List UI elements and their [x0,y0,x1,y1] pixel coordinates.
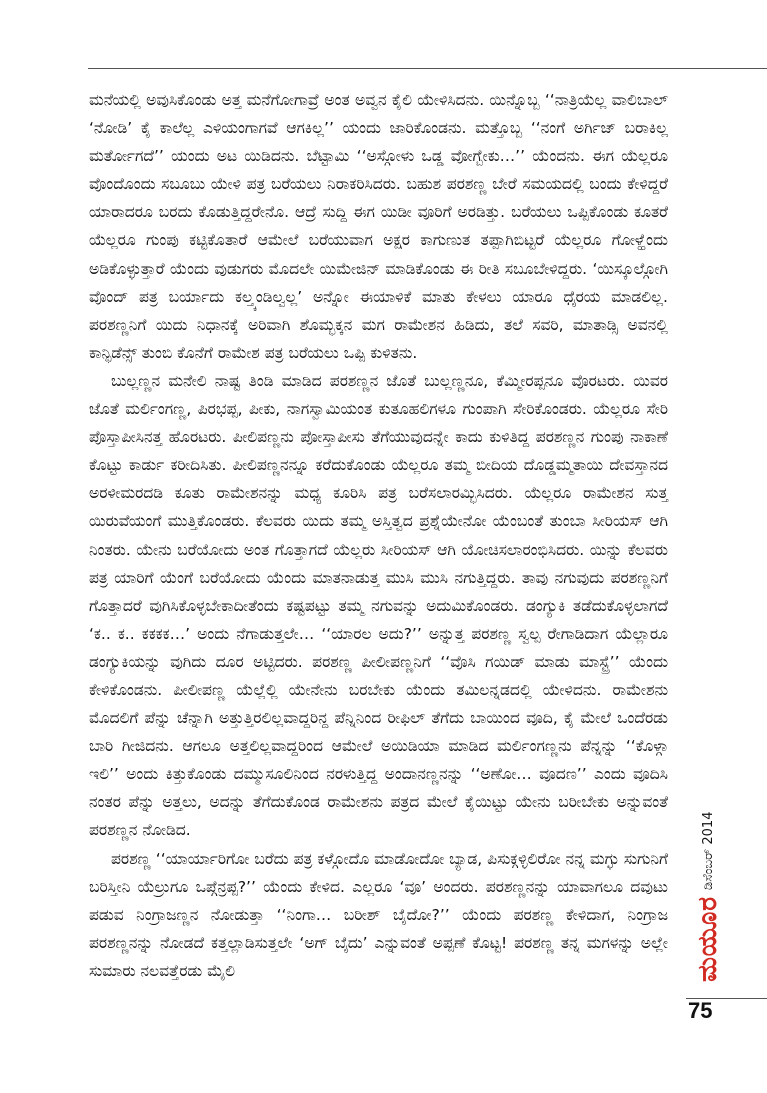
paragraph: ಮನೆಯಲ್ಲಿ ಅವುಸಿಕೊಂಡು ಅತ್ತ ಮನೆಗೋಗಾವ್ರೆ ಅಂತ ಅವ್ವನ ಕೈಲಿ ಯೇಳಿಸಿದನು. ಯಿನ್ನೊಬ್ಬ ‘‘ನಾತ್ರಿಯೆಲ್ಲ ವಾಲಿಬಾಲ್ ‘ನೋಡಿ’ ಕೈ ಕಾಲೆಲ್ಲ ಎಳಿಯಂಗಾಗವೆ ಆಗಕಿಲ್ಲ’’ ಯಂದು ಜಾರಿಕೊಂಡನು. ಮತ್ತೊಬ್ಬ ‘‘ನಂಗೆ ಅರ್ಗಿಜ್ ಬರಾಕಿಲ್ಲ ಮರ್ತೋಗದೆ’’ ಯಂದು ಅಟ ಯಿಡಿದನು. ಬೆಟ್ಟಾಮಿ ‘‘ಅಸ್ಗೋಳು ಒಡ್ಡ ವೋಗ್ಬೇಕು…’’ ಯೆಂದನು. ಈಗ ಯೆಲ್ಲರೂ ವೊಂದೊಂದು ಸಬೂಬು ಯೇಳಿ ಪತ್ರ ಬರೆಯಲು ನಿರಾಕರಿಸಿದರು. ಬಹುಶ ಪರಶಣ್ಣ ಬೇರೆ ಸಮಯದಲ್ಲಿ ಬಂದು ಕೇಳಿದ್ದರೆ ಯಾರಾದರೂ ಬರದು ಕೊಡುತ್ತಿದ್ದರೇನೊ. ಆದ್ರೆ ಸುದ್ದಿ ಈಗ ಯಿಡೀ ವೂರಿಗೆ ಅರಡಿತ್ತು. ಬರೆಯಲು ಒಪ್ಪಿಕೊಂಡು ಕೂತರೆ ಯೆಲ್ಲರೂ ಗುಂಪು ಕಟ್ಟಿಕೊತಾರೆ ಆಮೇಲೆ ಬರೆಯುವಾಗ ಅಕ್ಷರ ಕಾಗುಣುತ ತಪ್ಪಾಗಿಬಿಟ್ಟರೆ ಯೆಲ್ಲರೂ ಗೋಳ್ಹೆಂದು ಅಡಿಕೊಳ್ಳುತ್ತಾರೆ ಯೆಂದು ವುಡುಗರು ಮೊದಲೇ ಯಿಮೇಜಿನ್ ಮಾಡಿಕೊಂಡು ಈ ರೀತಿ ಸಬೂಬೇಳಿದ್ದರು. ‘ಯಿಸ್ಕೂಲ್ಗೋಗಿ ವೊಂದ್ ಪತ್ರ ಬರ್ಯಾದು ಕಲ್ತ್ಕಂಡಿಲ್ವಲ್ಲ’ ಅನ್ನೋ ಈಯಾಳಿಕೆ ಮಾತು ಕೇಳಲು ಯಾರೂ ಧೈರಯ ಮಾಡಲಿಲ್ಲ. ಪರಶಣ್ಣನಿಗೆ ಯಿದು ನಿಧಾನಕ್ಕೆ ಅರಿವಾಗಿ ಶೊಮ್ಭಕ್ಕನ ಮಗ ರಾಮೇಶನ ಹಿಡಿದು, ತಲೆ ಸವರಿ, ಮಾತಾಡ್ಸಿ ಅವನಲ್ಲಿ ಕಾನ್ಫಿಡೆನ್ಸ್ ತುಂಬಿ ಕೊನೆಗೆ ರಾಮೇಶ ಪತ್ರ ಬರೆಯಲು ಒಪ್ಪಿ ಕುಳಿತನು. [89,91,668,362]
article-body [89,86,668,985]
magazine-side-brand [694,770,722,990]
issue-month-label: ಡಿಸೆಂಬರ್ 2014 [700,811,716,890]
top-rule [88,68,767,69]
paragraph: ಪರಶಣ್ಣ ‘‘ಯಾರ್ಯಾರಿಗೋ ಬರೆದು ಪತ್ರ ಕಳ್ಗೋದೊ ಮಾಡೋದೋ ಬ್ಯಾಡ, ಪಿಸುಕ್ಗಳ್ಳಿಲಿರೋ ನನ್ನ ಮಗ್ಳು ಸುಗುನಿಗೆ ಬರಿಸ್ತೀನಿ ಯೆಲ್ರುಗೂ ಒಪ್ಗೆನ್ರಪ್ಪ?’’ ಯೆಂದು ಕೇಳಿದ. ಎಲ್ಲರೂ ‘ವೂ’ ಅಂದರು. ಪರಶಣ್ಣನನ್ನು ಯಾವಾಗಲೂ ದವುಟು ಪಡುವ ನಿಂಗ್ರಾಜಣ್ಣನ ನೋಡುತ್ತಾ ‘‘ನಿಂಗಾ… ಬರೀಶ್ ಬೈದೋ?’’ ಯೆಂದು ಪರಶಣ್ಣ ಕೇಳಿದಾಗ, ನಿಂಗ್ರಾಜ ಪರಶಣ್ಣನನ್ನು ನೋಡದೆ ಕತ್ತಲ್ಲಾಡಿಸುತ್ತಲೇ ‘ಅಗ್ ಬೈದು’ ಎನ್ನುವಂತೆ ಅಪ್ಪಣೆ ಕೊಟ್ಟ! ಪರಶಣ್ಣ ತನ್ನ ಮಗಳನ್ನು ಅಲ್ಲೇ ಸುಮಾರು ನಲವತ್ತೆರಡು ಮೈಲಿ [89,849,668,980]
magazine-logo: ಮಯೂರ [693,896,723,982]
page-number: 75 [688,998,713,1023]
paragraph: ಬುಲ್ಲಣ್ಣನ ಮನೇಲಿ ನಾಷ್ಟ ತಿಂಡಿ ಮಾಡಿದ ಪರಶಣ್ಣನ ಜೊತೆ ಬುಲ್ಲಣ್ಣನೂ, ಕೆಮ್ಮೀರಪ್ಪನೂ ವೊರಟರು. ಯಿವರ ಜೊತೆ ಮರ್ಲಿಂಗಣ್ಣ, ಪಿರಭಪ್ಪ, ಪೀಕು, ನಾಗಸ್ವಾಮಿಯಂತ ಕುತೂಹಲಿಗಳೂ ಗುಂಪಾಗಿ ಸೇರಿಕೊಂಡರು. ಯೆಲ್ಲರೂ ಸೇರಿ ಪೊಸ್ತಾಪೀಸಿನತ್ತ ಹೊರಟರು. ಪೀಲಿಪಣ್ಣನು ಪೋಸ್ತಾಪೀಸು ತೆಗೆಯುವುದನ್ನೇ ಕಾದು ಕುಳಿತಿದ್ದ ಪರಶಣ್ಣನ ಗುಂಪು ನಾಕಾಣೆ ಕೊಟ್ಟು ಕಾರ್ಡು ಕರೀದಿಸಿತು. ಪೀಲಿಪಣ್ಣನನ್ನೂ ಕರೆದುಕೊಂಡು ಯೆಲ್ಲರೂ ತಮ್ಮ ಬೀದಿಯ ದೊಡ್ಡಮ್ಮತಾಯಿ ದೇವಸ್ತಾನದ ಅರಳೀಮರದಡಿ ಕೂತು ರಾಮೇಶನನ್ನು ಮಧ್ಯ ಕೂರಿಸಿ ಪತ್ರ ಬರೆಸಲಾರಮ್ಭಿಸಿದರು. ಯೆಲ್ಲರೂ ರಾಮೇಶನ ಸುತ್ತ ಯಿರುವೆಯಂಗೆ ಮುತ್ತಿಕೊಂಡರು. ಕೆಲವರು ಯಿದು ತಮ್ಮ ಅಸ್ತಿತ್ವದ ಪ್ರಶ್ನೆಯೇನೋ ಯೆಂಬಂತೆ ತುಂಬಾ ಸೀರಿಯಸ್ ಆಗಿ ನಿಂತರು. ಯೇನು ಬರೆಯೋದು ಅಂತ ಗೊತ್ತಾಗದೆ ಯೆಲ್ಲರು ಸೀರಿಯಸ್ ಆಗಿ ಯೋಚಿಸಲಾರಂಭಿಸಿದರು. ಯಿನ್ನು ಕೆಲವರು ಪತ್ರ ಯಾರಿಗೆ ಯೆಂಗೆ ಬರೆಯೋದು ಯೆಂದು ಮಾತನಾಡುತ್ತ ಮುಸಿ ಮುಸಿ ನಗುತ್ತಿದ್ದರು. ತಾವು ನಗುವುದು ಪರಶಣ್ಣನಿಗೆ ಗೊತ್ತಾದರೆ ವುಗಿಸಿಕೊಳ್ಳಬೇಕಾದೀತೆಂದು ಕಷ್ಟಪಟ್ಟು ತಮ್ಮ ನಗುವನ್ನು ಅದುಮಿಕೊಂಡರು. ಡಂಗ್ಯುಕಿ ತಡೆದುಕೊಳ್ಳಲಾಗದೆ ‘ಕ.. ಕ.. ಕಕಕಕ…’ ಅಂದು ನೆಗಾಡುತ್ತಲೇ… ‘‘ಯಾರಲ ಅದು?’’ ಅನ್ನುತ್ತ ಪರಶಣ್ಣ ಸ್ವಲ್ಪ ರೇಗಾಡಿದಾಗ ಯೆಲ್ಲಾರೂ ಡಂಗ್ಯುಕಿಯನ್ನು ವುಗಿದು ದೂರ ಅಟ್ಟಿದರು. ಪರಶಣ್ಣ ಪೀಲೀಪಣ್ಣನಿಗೆ ‘‘ವೊಸಿ ಗಯಿಡ್ ಮಾಡು ಮಾಸ್ಟ್ರೆ’’ ಯೆಂದು ಕೇಳಿಕೊಂಡನು. ಪೀಲೀಪಣ್ಣ ಯೆಲ್ಲೆಲ್ಲಿ ಯೇನೇನು ಬರಬೇಕು ಯೆಂದು ತಮಿಲನ್ನಡದಲ್ಲಿ ಯೇಳಿದನು. ರಾಮೇಶನು ಮೊದಲಿಗೆ ಪೆನ್ನು ಚೆನ್ನಾಗಿ ಅತ್ತುತ್ತಿರಲಿಲ್ಲವಾದ್ದರಿನ್ದ ಪೆನ್ನಿನಿಂದ ರೀಫಿಲ್ ತೆಗೆದು ಬಾಯಿಂದ ವೂದಿ, ಕೈ ಮೇಲೆ ಒಂದೆರಡು ಬಾರಿ ಗೀಜಿದನು. ಆಗಲೂ ಅತ್ತಲಿಲ್ಲವಾದ್ದರಿಂದ ಆಮೇಲೆ ಅಯಿಡಿಯಾ ಮಾಡಿದ ಮರ್ಲಿಂಗಣ್ಣನು ಪೆನ್ನನ್ನು ‘‘ಕೊಳ್ಗಾ ಇಲಿ’’ ಅಂದು ಕಿತ್ತುಕೊಂಡು ದಮ್ಮುಸೂಲಿನಿಂದ ನರಳುತ್ತಿದ್ದ ಅಂದಾನಣ್ಣನನ್ನು ‘‘ಅಣೋ… ವೂದಣ’’ ಎಂದು ವೂದಿಸಿ ನಂತರ ಪೆನ್ನು ಅತ್ತಲು, ಅದನ್ನು ತೆಗೆದುಕೊಂಡ ರಾಮೇಶನು ಪತ್ರದ ಮೇಲೆ ಕೈಯಿಟ್ಟು ಯೇನು ಬರೀಬೇಕು ಅನ್ನುವಂತೆ ಪರಶಣ್ಣನ ನೋಡಿದ. [89,371,668,840]
